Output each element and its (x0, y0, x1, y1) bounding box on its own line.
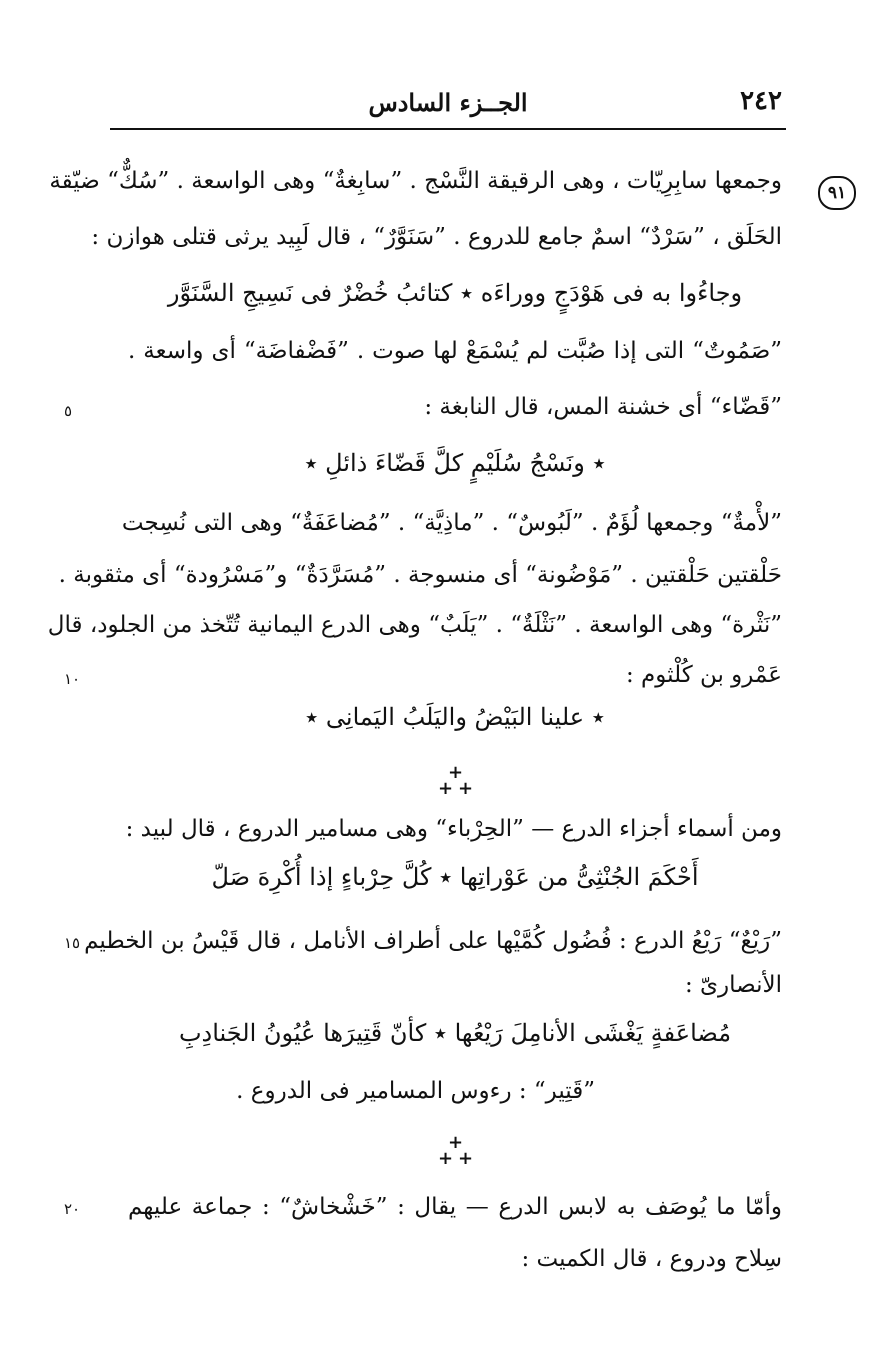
header-rule (110, 128, 786, 130)
line-number-5: ٥ (64, 402, 73, 420)
text-line: ”قَضّاء“ أى خشنة المس، قال النابغة : (424, 394, 782, 420)
text-line: ومن أسماء أجزاء الدرع — ”الحِرْباء“ وهى مسامير الدروع ، قال لبيد : (125, 816, 782, 842)
text-line: الحَلَق ، ”سَرْدٌ“ اسمٌ جامع للدروع . ”سَنَوَّرٌ“ ، قال لَبِيد يرثى قتلى هوازن : (91, 224, 782, 250)
text-line: سِلاح ودروع ، قال الكميت : (521, 1246, 782, 1272)
verse-line: أَحْكَمَ الجُنْثِىُّ من عَوْراتِها ٭ كُلَّ حِرْباءٍ إذا أُكْرِهَ صَلّ (211, 863, 699, 891)
ornament-mark: + (458, 1148, 474, 1169)
page-header (110, 78, 786, 130)
text-line: ”لأْمةٌ“ وجمعها لُؤَمٌ . ”لَبُوسٌ“ . ”ماذِيَّة“ . ”مُضاعَفَةٌ“ وهى التى نُسِجت (121, 510, 782, 536)
verse-line: وجاءُوا به فى هَوْدَجٍ ووراءَه ٭ كتائبُ خُضْرٌ فى نَسِيجِ السَّنَوَّر (167, 279, 743, 307)
section-ornament (420, 764, 490, 800)
verse-line: مُضاعَفةٍ يَغْشَى الأنامِلَ رَيْعُها ٭ كأنّ قَتِيرَها عُيُونُ الجَنادِبِ (178, 1019, 732, 1047)
text-line: وأمّا ما يُوصَف به لابس الدرع — يقال : ”خَشْخاشٌ“ : جماعة عليهم (128, 1194, 782, 1220)
running-title: الجــزء السادس (368, 88, 528, 117)
folio-badge: ٩١ (818, 176, 856, 210)
text-line: الأنصارىّ : (684, 972, 782, 998)
page-number: ٢٤٢ (740, 86, 782, 116)
verse-line: ٭ ونَسْجُ سُلَيْمٍ كلَّ قَضّاءَ ذائلِ ٭ (304, 449, 606, 477)
text-line: وجمعها سابِرِيّات ، وهى الرقيقة النَّسْج . ”سابِغةٌ“ وهى الواسعة . ”سُكٌّ“ ضيّقة (49, 168, 782, 194)
text-line: ”قَتِير“ : رءوس المسامير فى الدروع . (236, 1078, 595, 1104)
verse-line: ٭ علينا البَيْضُ واليَلَبُ اليَمانِى ٭ (305, 703, 605, 731)
ornament-mark: + (438, 1148, 454, 1169)
line-number-10: ١٠ (64, 670, 81, 688)
ornament-mark: + (448, 762, 464, 783)
line-number-20: ٢٠ (64, 1200, 81, 1218)
ornament-mark: + (448, 1132, 464, 1153)
text-line: ”نَثْرة“ وهى الواسعة . ”نَثْلَةٌ“ . ”يَلَبٌ“ وهى الدرع اليمانية تُتّخذ من الجلود، قال (47, 612, 782, 638)
ornament-mark: + (438, 778, 454, 799)
text-line: ”رَيْعٌ“ رَيْعُ الدرع : فُضُول كُمَّيْها على أطراف الأنامل ، قال قَيْسُ بن الخطيم (84, 928, 782, 954)
text-line: ”صَمُوتٌ“ التى إذا صُبَّت لم يُسْمَعْ لها صوت . ”فَضْفاضَة“ أى واسعة . (128, 338, 782, 364)
text-line: حَلْقتين حَلْقتين . ”مَوْضُونة“ أى منسوجة . ”مُسَرَّدَةٌ“ و”مَسْرُودة“ أى مثقوبة . (58, 562, 782, 588)
section-ornament (420, 1134, 490, 1170)
line-number-15: ١٥ (64, 934, 81, 952)
ornament-mark: + (458, 778, 474, 799)
text-line: عَمْرو بن كُلْثوم : (625, 662, 782, 688)
